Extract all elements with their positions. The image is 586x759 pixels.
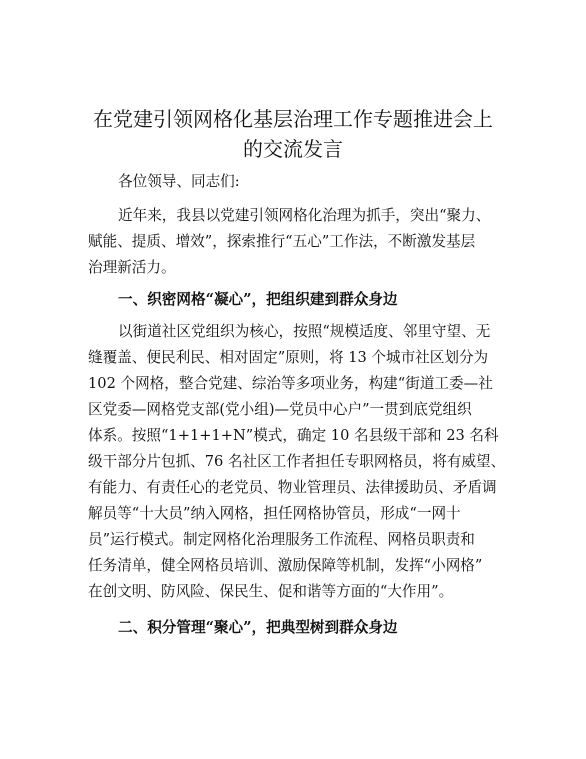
section-1-line-3: 102 个网格，整合党建、综治等多项业务，构建“街道工委—社 (88, 375, 493, 392)
intro-line-3: 治理新活力。 (88, 259, 176, 276)
section-2-heading: 二、积分管理“聚心”，把典型树到群众身边 (118, 619, 398, 636)
section-1-line-10: 任务清单，健全网格员培训、激励保障等机制，发挥“小网格” (88, 557, 483, 574)
salutation: 各位领导、同志们: (118, 173, 240, 190)
section-1-line-11: 在创文明、防风险、保民生、促和谐等方面的“大作用”。 (88, 583, 454, 600)
section-1-heading: 一、织密网格“凝心”，把组织建到群众身边 (118, 291, 398, 308)
intro-line-1: 近年来，我县以党建引领网格化治理为抓手，突出“聚力、 (118, 207, 491, 224)
section-1-line-1: 以街道社区党组织为核心，按照“规模适度、邻里守望、无 (118, 323, 491, 340)
document-title-line-2: 的交流发言 (243, 137, 343, 161)
section-1-line-9: 员”运行模式。制定网格化治理服务工作流程、网格员职责和 (88, 531, 475, 548)
section-1-line-6: 级干部分片包抓、76 名社区工作者担任专职网格员，将有威望、 (88, 453, 506, 470)
section-1-line-5: 体系。按照“1+1+1+N”模式，确定 10 名县级干部和 23 名科 (88, 427, 499, 444)
section-1-line-2: 缝覆盖、便民利民、相对固定”原则，将 13 个城市社区划分为 (88, 349, 489, 366)
section-1-line-8: 解员等“十大员”纳入网格，担任网格协管员，形成“一网十 (88, 505, 461, 522)
section-1-line-7: 有能力、有责任心的老党员、物业管理员、法律援助员、矛盾调 (88, 479, 497, 496)
intro-line-2: 赋能、提质、增效”，探索推行“五心”工作法，不断激发基层 (88, 233, 476, 250)
document-title-line-1: 在党建引领网格化基层治理工作专题推进会上 (93, 107, 493, 131)
section-1-line-4: 区党委—网格党支部(党小组)—党员中心户”一贯到底党组织 (88, 401, 472, 418)
